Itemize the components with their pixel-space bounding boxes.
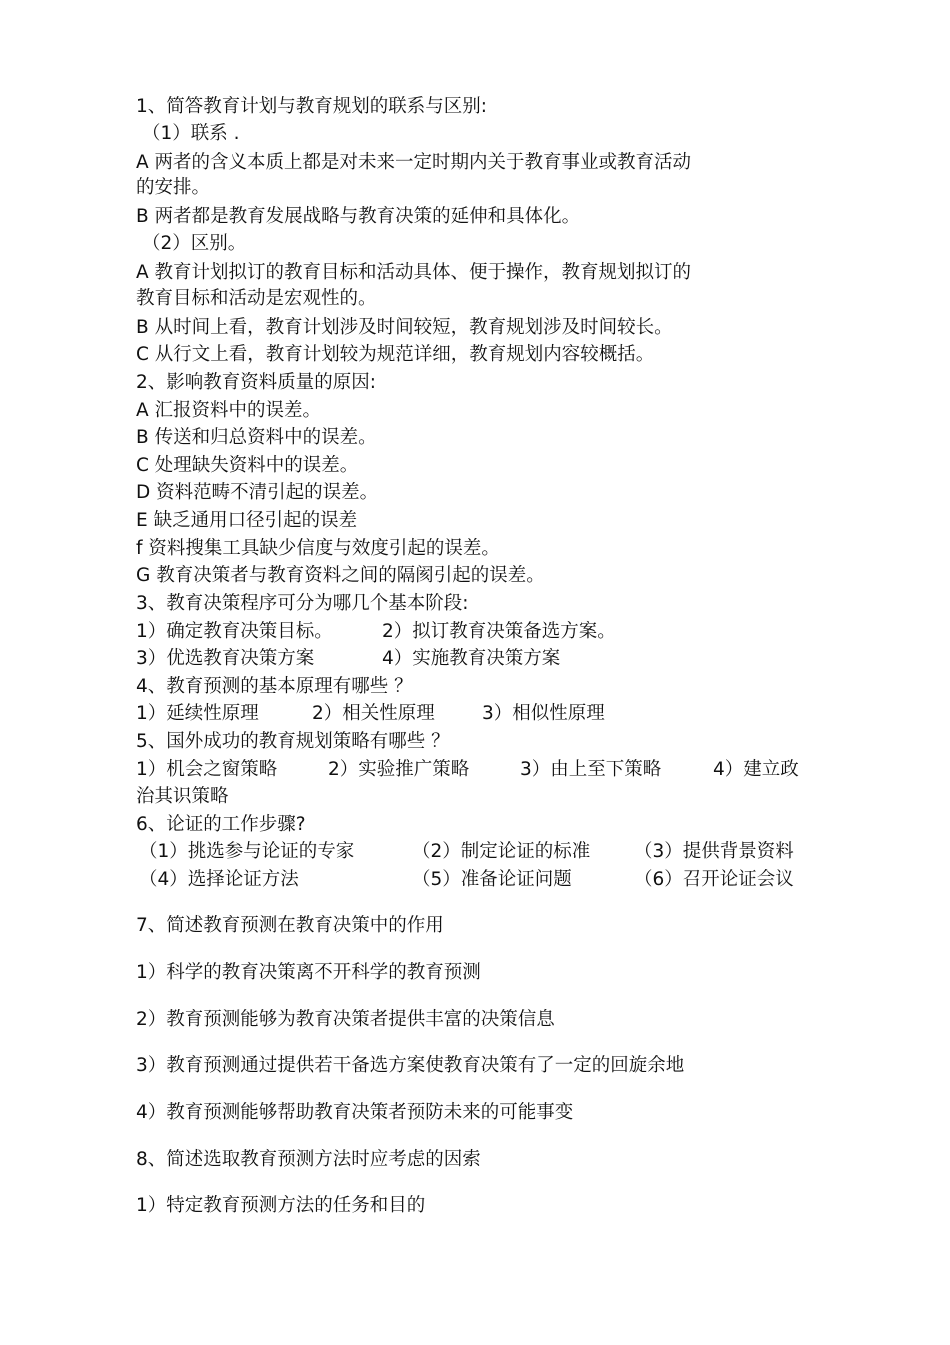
q5-item: 4）建立政: [713, 759, 799, 780]
q3-item: 4）实施教育决策方案: [382, 648, 561, 669]
q1-difference-b: B 从时间上看，教育计划涉及时间较短，教育规划涉及时间较长。: [136, 317, 673, 338]
q2-item: A 汇报资料中的误差。: [136, 400, 322, 421]
q8-title: 8、简述选取教育预测方法时应考虑的因索: [136, 1149, 481, 1170]
q1-difference-c: C 从行文上看，教育计划较为规范详细，教育规划内容较概括。: [136, 344, 655, 365]
q1-relation-a-line2: 的安排。: [136, 177, 211, 198]
q1-difference-heading: （2）区别。: [142, 233, 247, 254]
q2-item: E 缺乏通用口径引起的误差: [136, 510, 358, 531]
q2-item: C 处理缺失资料中的误差。: [136, 455, 359, 476]
q3-item: 3）优选教育决策方案: [136, 648, 315, 669]
q8-item: 1）特定教育预测方法的任务和目的: [136, 1195, 426, 1216]
q1-difference-a-line1: A 教育计划拟订的教育目标和活动具体、便于操作，教育规划拟订的: [136, 262, 692, 283]
q1-relation-heading: （1）联系 .: [142, 123, 240, 144]
q4-item: 1）延续性原理: [136, 703, 259, 724]
q4-title: 4、教育预测的基本原理有哪些 ？: [136, 676, 413, 697]
q2-title: 2、影响教育资料质量的原因:: [136, 372, 377, 393]
q7-item: 4）教育预测能够帮助教育决策者预防未来的可能事变: [136, 1102, 574, 1123]
q5-item: 2）实验推广策略: [328, 759, 470, 780]
q6-title: 6、论证的工作步骤?: [136, 814, 306, 835]
q6-step: （6）召开论证会议: [634, 869, 794, 890]
q7-title: 7、简述教育预测在教育决策中的作用: [136, 915, 444, 936]
q2-item: D 资料范畴不清引起的误差。: [136, 482, 379, 503]
q3-item: 1）确定教育决策目标。: [136, 621, 333, 642]
q6-step: （5）准备论证问题: [412, 869, 572, 890]
q3-title: 3、教育决策程序可分为哪几个基本阶段:: [136, 593, 469, 614]
q7-item: 3）教育预测通过提供若干备选方案使教育决策有了一定的回旋余地: [136, 1055, 685, 1076]
q6-step: （3）提供背景资料: [634, 841, 794, 862]
q1-difference-a-line2: 教育目标和活动是宏观性的。: [136, 288, 377, 309]
q2-item: f 资料搜集工具缺少信度与效度引起的误差。: [136, 538, 500, 559]
q2-item: G 教育决策者与教育资料之间的隔阂引起的误差。: [136, 565, 545, 586]
q6-step: （4）选择论证方法: [139, 869, 299, 890]
q5-item: 1）机会之窗策略: [136, 759, 278, 780]
q1-title: 1、简答教育计划与教育规划的联系与区别:: [136, 96, 488, 117]
q4-item: 2）相关性原理: [312, 703, 435, 724]
q7-item: 2）教育预测能够为教育决策者提供丰富的决策信息: [136, 1009, 555, 1030]
q3-item: 2）拟订教育决策备选方案。: [382, 621, 616, 642]
q5-title: 5、国外成功的教育规划策略有哪些 ？: [136, 731, 450, 752]
q4-item: 3）相似性原理: [482, 703, 605, 724]
q5-item: 3）由上至下策略: [520, 759, 662, 780]
q5-item-wrap: 治其识策略: [136, 786, 229, 807]
q6-step: （2）制定论证的标准: [412, 841, 591, 862]
q2-item: B 传送和归总资料中的误差。: [136, 427, 377, 448]
q1-relation-a-line1: A 两者的含义本质上都是对未来一定时期内关于教育事业或教育活动: [136, 152, 692, 173]
q7-item: 1）科学的教育决策离不开科学的教育预测: [136, 962, 481, 983]
q6-step: （1）挑选参与论证的专家: [139, 841, 355, 862]
q1-relation-b: B 两者都是教育发展战略与教育决策的延伸和具体化。: [136, 206, 581, 227]
